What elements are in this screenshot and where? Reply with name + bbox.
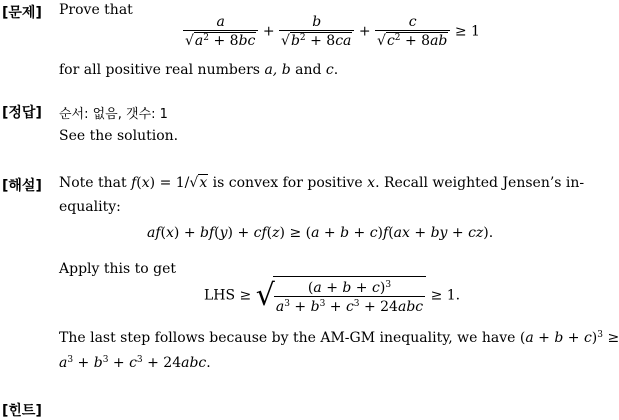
answer-meta: 순서: 없음, 갯수: 1 [59, 107, 168, 122]
solution-line-2: equality: [59, 199, 121, 215]
problem-outro: for all positive real numbers a, b and c. [59, 62, 339, 78]
problem-inequality: $\frac{a}{√a^2 + 8bc}$ + $\frac{b}{√b^2 + 8ca}$ + $\frac{c}{√c^2 + 8ab}$ ≥ 1 [185, 14, 480, 49]
solution-last-line-2: $a^3 + b^3 + c^3 + 24abc$. [59, 355, 211, 371]
answer-label: [정답] [2, 105, 42, 121]
solution-last-line-1: The last step follows because by the AM-GM inequality, we have $(a + b + c)^3$ ≥ [59, 330, 619, 346]
solution-line-1: Note that f(x) = 1/√x is convex for positive x. Recall weighted Jensen’s in- [59, 175, 585, 191]
solution-lhs-bound: LHS ≥ √ $\frac{(a + b + c)^3}{a^3 + b^3 + c^3 + 24abc}$ ≥ 1. [204, 278, 461, 315]
problem-label: [문제] [2, 5, 42, 21]
answer-text: See the solution. [59, 128, 179, 144]
solution-apply: Apply this to get [59, 261, 177, 277]
problem-intro: Prove that [59, 2, 133, 18]
solution-label: [해설] [2, 178, 42, 194]
hint-label: [힌트] [2, 403, 42, 419]
jensen-inequality: af(x) + bf(y) + cf(z) ≥ (a + b + c)f(ax + by + cz). [147, 225, 494, 241]
